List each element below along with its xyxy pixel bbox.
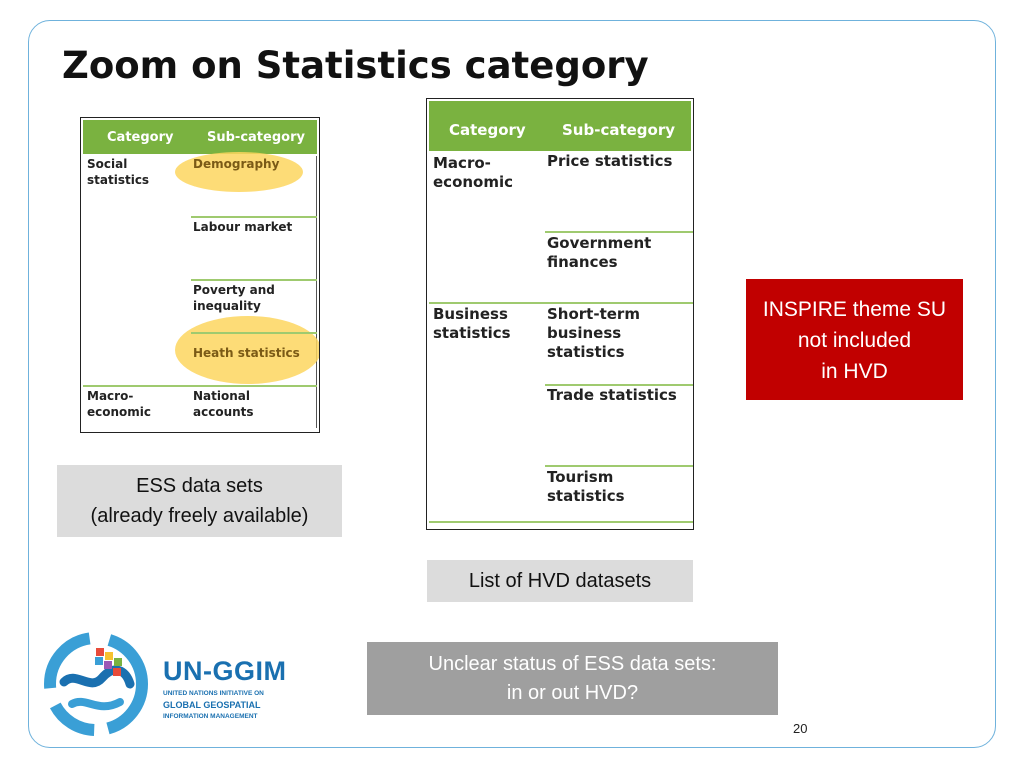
hvd-header-subcategory: Sub-category — [562, 121, 676, 139]
unclear-callout — [367, 642, 778, 715]
logo-name: UN-GGIM — [163, 656, 287, 686]
ess-header-category: Category — [107, 130, 174, 145]
hvd-row-separator — [429, 521, 694, 523]
ess-row-category: Macro- economic — [87, 389, 152, 419]
ess-row-subcategory: Heath statistics — [193, 346, 300, 360]
hvd-row-separator — [429, 302, 694, 304]
logo-line3: INFORMATION MANAGEMENT — [163, 713, 258, 720]
ess-row-separator — [83, 385, 317, 387]
ess-row-separator — [191, 332, 317, 334]
slide-title: Zoom on Statistics category — [62, 44, 649, 87]
hvd-row-category: Macro- economic — [433, 154, 514, 191]
ess-row-subcategory: National accounts — [193, 389, 254, 419]
ess-divider — [316, 156, 317, 428]
logo-line2: GLOBAL GEOSPATIAL — [163, 700, 261, 710]
hvd-row-separator — [545, 231, 694, 233]
logo-line1: UNITED NATIONS INITIATIVE ON — [163, 690, 264, 697]
ess-row-separator — [191, 279, 317, 281]
inspire-callout-line2: not included — [797, 329, 912, 352]
unclear-callout-line1: Unclear status of ESS data sets: — [428, 653, 717, 675]
hvd-row-subcategory: Price statistics — [547, 152, 673, 170]
hvd-row-subcategory: Trade statistics — [547, 386, 677, 404]
hvd-row-subcategory: Tourism statistics — [547, 468, 625, 505]
ess-table-header — [83, 120, 317, 154]
unclear-callout-line2: in or out HVD? — [506, 682, 639, 704]
ess-row-subcategory: Demography — [193, 157, 280, 171]
ess-row-category: Social statistics — [87, 157, 150, 187]
ess-row-subcategory: Poverty and inequality — [193, 283, 275, 313]
ess-callout-line2: (already freely available) — [90, 505, 309, 527]
ess-callout — [57, 465, 342, 537]
hvd-row-category: Business statistics — [433, 305, 511, 342]
hvd-callout-text: List of HVD datasets — [468, 570, 652, 592]
ess-header-subcategory: Sub-category — [207, 130, 305, 145]
ess-row-separator — [191, 216, 317, 218]
ess-callout-line1: ESS data sets — [136, 475, 263, 497]
inspire-callout-line3: in HVD — [821, 360, 888, 383]
hvd-header-category: Category — [449, 121, 526, 139]
hvd-table — [426, 98, 694, 530]
inspire-callout — [746, 279, 963, 400]
hvd-callout — [427, 560, 693, 602]
page-number: 20 — [793, 721, 808, 736]
inspire-callout-line1: INSPIRE theme SU — [762, 298, 947, 321]
hvd-row-subcategory: Government finances — [547, 234, 652, 271]
hvd-row-subcategory: Short-term business statistics — [547, 305, 640, 361]
un-ggim-emblem-icon — [42, 630, 150, 738]
ess-row-subcategory: Labour market — [193, 220, 293, 234]
hvd-row-separator — [545, 465, 694, 467]
ess-table — [80, 117, 320, 433]
hvd-table-header — [429, 101, 691, 151]
